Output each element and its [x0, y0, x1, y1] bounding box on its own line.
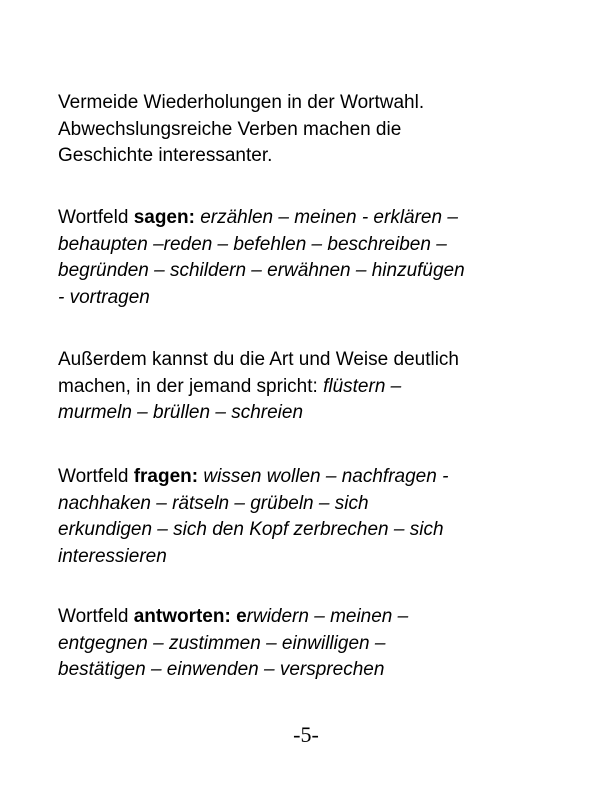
wortfeld-label: Wortfeld [58, 606, 134, 627]
wortfeld-keyword: antworten: e [133, 606, 247, 627]
synonym-list: entgegnen – zustimmen – einwilligen – [58, 632, 386, 654]
intro-line: Abwechslungsreiche Verben machen die [58, 118, 402, 140]
synonym-list: murmeln – brüllen – schreien [58, 402, 304, 423]
synonym-list: interessieren [58, 545, 167, 567]
synonym-list: erzählen – meinen - erklären – [194, 207, 458, 228]
wortfeld-label: Wortfeld [58, 466, 134, 487]
wortfeld-label: Wortfeld [58, 207, 134, 228]
intro-line: Geschichte interessanter. [58, 145, 273, 166]
page-number: -5- [293, 722, 319, 747]
paragraph-text: machen, in der jemand spricht: [58, 375, 324, 397]
synonym-list: begründen – schildern – erwähnen – hinzufügen [58, 260, 465, 281]
wortfeld-fragen-paragraph [58, 464, 558, 570]
synonym-list: wissen wollen – nachfragen - [198, 466, 449, 487]
synonym-list: rwidern – meinen – [246, 606, 409, 627]
wortfeld-sagen-first-line [58, 205, 558, 232]
intro-paragraph [58, 90, 558, 170]
paragraph-line [58, 374, 558, 401]
synonym-list: flüstern – [323, 375, 402, 397]
intro-line: Vermeide Wiederholungen in der Wortwahl. [58, 92, 425, 113]
wortfeld-keyword: sagen: [133, 207, 195, 228]
wortfeld-antworten-paragraph [58, 604, 558, 684]
wortfeld-fragen-first-line [58, 464, 558, 491]
synonym-list: nachhaken – rätseln – grübeln – sich [58, 492, 369, 514]
synonym-list: behaupten –reden – befehlen – beschreiben – [58, 233, 447, 255]
wortfeld-antworten-first-line [58, 604, 558, 631]
synonym-list: bestätigen – einwenden – versprechen [58, 659, 385, 680]
synonym-list: erkundigen – sich den Kopf zerbrechen – sich [58, 519, 444, 540]
wortfeld-keyword: fragen: [133, 466, 199, 487]
art-und-weise-paragraph [58, 347, 558, 427]
synonym-list: - vortragen [58, 286, 150, 308]
paragraph-line: Außerdem kannst du die Art und Weise deutlich [58, 349, 459, 370]
wortfeld-sagen-paragraph [58, 205, 558, 311]
